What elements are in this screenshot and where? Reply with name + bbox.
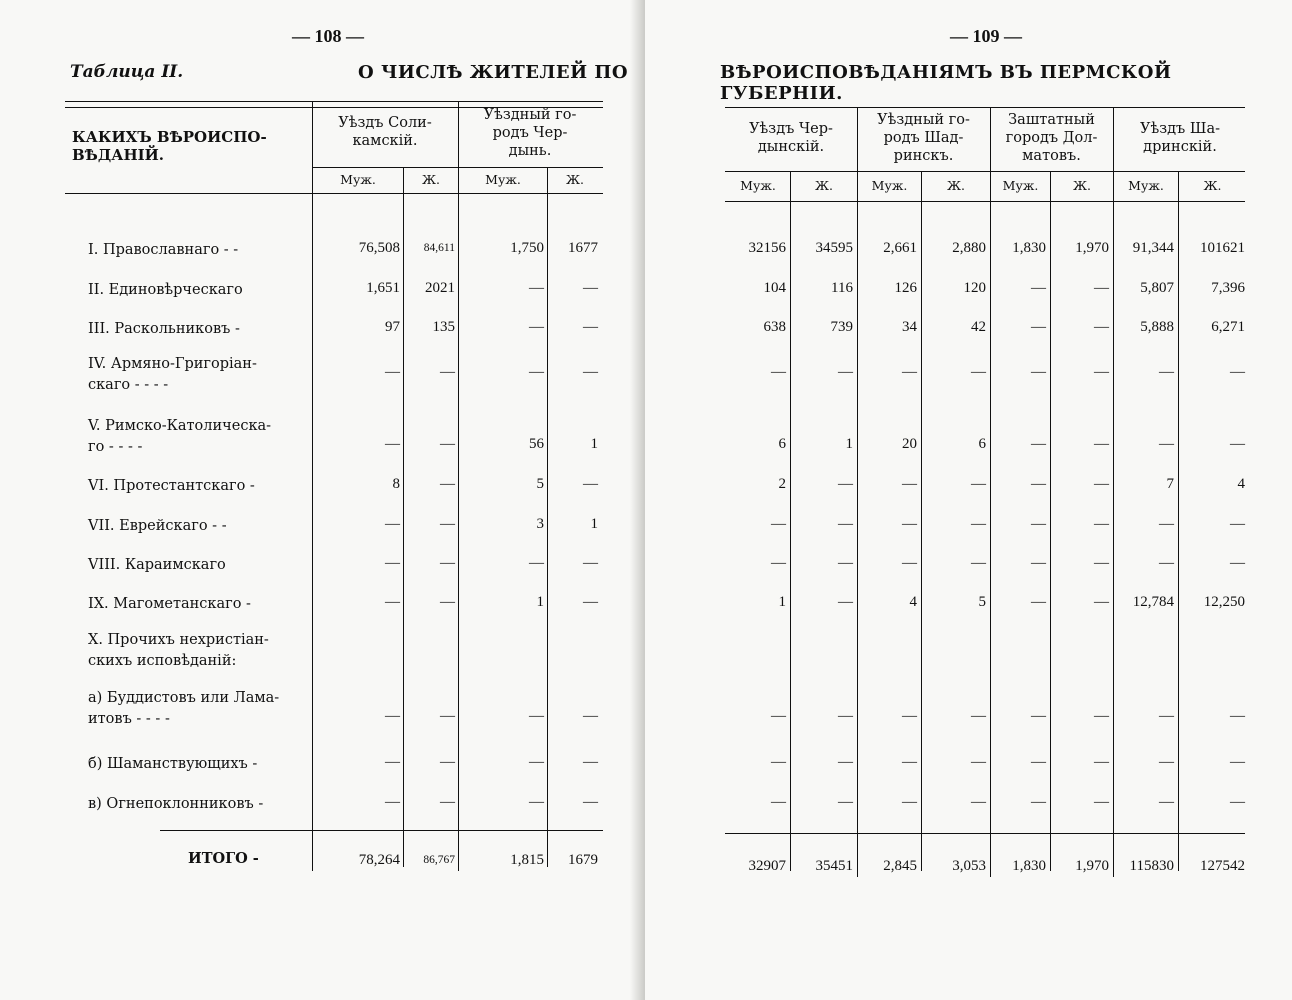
table-cell: —: [1094, 794, 1109, 810]
total-cell: 1,830: [1012, 858, 1046, 874]
col-header: Уѣздъ Ша- дринскій.: [1140, 121, 1220, 155]
table-cell: 84,611: [423, 242, 455, 254]
table-cell: 1677: [568, 240, 598, 256]
table-cell: —: [529, 555, 544, 571]
women-subheader: Ж.: [1072, 178, 1092, 193]
table-cell: —: [838, 594, 853, 610]
page-number-left: — 108 —: [292, 26, 364, 46]
table-cell: 104: [763, 280, 786, 296]
table-cell: —: [529, 280, 544, 296]
table-cell: 1: [778, 594, 786, 610]
row-header: КАКИХЪ ВѢРОИСПО- ВѢДАНІЙ.: [72, 128, 267, 164]
right-page: [645, 0, 1292, 1000]
table-cell: —: [440, 754, 455, 770]
table-cell: —: [1094, 364, 1109, 380]
table-cell: —: [771, 555, 786, 571]
table-cell: —: [1230, 708, 1245, 724]
table-cell: —: [1230, 516, 1245, 532]
table-cell: 42: [971, 319, 986, 335]
table-cell: —: [440, 794, 455, 810]
header-top-rule: [725, 107, 1245, 108]
table-cell: —: [902, 754, 917, 770]
table-cell: —: [838, 516, 853, 532]
table-cell: —: [1094, 319, 1109, 335]
table-cell: —: [971, 794, 986, 810]
col-rule: [403, 167, 404, 867]
col-header: Уѣздный го- родъ Шад- ринскъ.: [877, 112, 970, 164]
table-cell: 3: [536, 516, 544, 532]
total-cell: 2,845: [883, 858, 917, 874]
women-subheader: Ж.: [1203, 178, 1222, 193]
col-rule: [857, 107, 858, 877]
total-cell: 32907: [748, 858, 786, 874]
table-cell: —: [838, 555, 853, 571]
men-subheader: Муж.: [485, 172, 521, 187]
table-cell: —: [440, 436, 455, 452]
table-cell: —: [385, 754, 400, 770]
table-cell: 7: [1166, 476, 1174, 492]
table-cell: 5: [978, 594, 986, 610]
col-rule: [1113, 107, 1114, 877]
table-cell: —: [838, 364, 853, 380]
table-cell: 2: [778, 476, 786, 492]
col-rule: [547, 167, 548, 867]
col-rule: [990, 107, 991, 877]
row-label: X. Прочихъ нехристіан- скихъ исповѣданій:: [88, 632, 269, 669]
table-cell: —: [1031, 555, 1046, 571]
table-cell: —: [902, 516, 917, 532]
table-cell: —: [1159, 516, 1174, 532]
table-cell: —: [771, 708, 786, 724]
total-cell: 115830: [1129, 858, 1174, 874]
table-cell: 7,396: [1211, 280, 1245, 296]
table-cell: 34595: [815, 240, 853, 256]
header-bottom-rule: [725, 201, 1245, 202]
table-cell: —: [583, 319, 598, 335]
table-cell: —: [838, 708, 853, 724]
row-label: V. Римско-Католическа- го - - - -: [88, 418, 272, 455]
table-cell: —: [529, 708, 544, 724]
table-label: Таблица II.: [70, 62, 184, 82]
table-cell: —: [1031, 754, 1046, 770]
table-cell: —: [529, 754, 544, 770]
table-cell: —: [1031, 594, 1046, 610]
col-rule: [458, 101, 459, 871]
table-cell: 5,807: [1140, 280, 1174, 296]
table-cell: —: [902, 555, 917, 571]
table-cell: 12,784: [1132, 594, 1174, 610]
table-cell: 56: [529, 436, 544, 452]
table-cell: —: [971, 708, 986, 724]
table-cell: —: [771, 754, 786, 770]
table-cell: —: [1031, 319, 1046, 335]
men-subheader: Муж.: [740, 178, 776, 193]
table-cell: 101621: [1200, 240, 1245, 256]
table-cell: —: [583, 476, 598, 492]
table-cell: 1: [590, 436, 598, 452]
table-cell: 1,970: [1075, 240, 1109, 256]
row-label: в) Огнепоклонниковъ -: [88, 796, 264, 812]
table-cell: —: [1031, 436, 1046, 452]
table-cell: 1: [590, 516, 598, 532]
table-cell: —: [440, 708, 455, 724]
men-subheader: Муж.: [1128, 178, 1164, 193]
table-cell: —: [971, 516, 986, 532]
table-cell: 1: [845, 436, 853, 452]
col-header: Уѣздъ Чер- дынскій.: [749, 121, 833, 155]
total-cell: 1679: [568, 852, 598, 868]
table-cell: —: [1230, 436, 1245, 452]
table-cell: —: [385, 436, 400, 452]
table-cell: —: [902, 476, 917, 492]
table-cell: —: [583, 708, 598, 724]
table-cell: 6: [978, 436, 986, 452]
table-cell: —: [583, 555, 598, 571]
table-cell: —: [1094, 516, 1109, 532]
row-label: а) Буддистовъ или Лама- итовъ - - - -: [88, 690, 280, 727]
table-cell: 1,750: [510, 240, 544, 256]
total-cell: 1,815: [510, 852, 544, 868]
row-label: б) Шаманствующихъ -: [88, 756, 258, 772]
table-cell: —: [583, 794, 598, 810]
table-cell: —: [529, 794, 544, 810]
table-cell: —: [971, 754, 986, 770]
table-cell: —: [971, 364, 986, 380]
men-subheader: Муж.: [1002, 178, 1039, 193]
table-cell: —: [1159, 555, 1174, 571]
table-cell: 1: [536, 594, 544, 610]
table-cell: 91,344: [1132, 240, 1174, 256]
col-rule: [921, 171, 922, 871]
page-title-left: О ЧИСЛѢ ЖИТЕЛЕЙ ПО: [358, 62, 629, 83]
table-cell: —: [1094, 708, 1109, 724]
table-cell: —: [1094, 754, 1109, 770]
table-cell: —: [1031, 280, 1046, 296]
table-cell: —: [385, 794, 400, 810]
total-cell: 78,264: [358, 852, 400, 868]
row-label: II. Единовѣрческаго: [88, 282, 243, 298]
table-cell: 12,250: [1203, 594, 1245, 610]
table-cell: —: [1159, 794, 1174, 810]
table-cell: 638: [763, 319, 786, 335]
table-cell: 76,508: [358, 240, 400, 256]
table-cell: 1,830: [1012, 240, 1046, 256]
table-cell: —: [1230, 794, 1245, 810]
table-cell: —: [385, 708, 400, 724]
col-rule: [790, 171, 791, 871]
total-rule: [160, 830, 603, 831]
col-header: Уѣздный го- родъ Чер- дынь.: [483, 107, 577, 159]
total-label: ИТОГО -: [188, 850, 259, 867]
table-cell: 1,651: [366, 280, 400, 296]
table-cell: 6,271: [1211, 319, 1245, 335]
page-title-right: ВѢРОИСПОВѢДАНІЯМЪ ВЪ ПЕРМСКОЙ ГУБЕРНІИ.: [720, 62, 1172, 104]
total-rule: [725, 833, 1245, 834]
table-cell: —: [971, 476, 986, 492]
table-cell: —: [1230, 364, 1245, 380]
table-cell: —: [1159, 754, 1174, 770]
table-cell: —: [838, 754, 853, 770]
table-cell: —: [902, 708, 917, 724]
table-cell: —: [1159, 436, 1174, 452]
col-rule: [312, 101, 313, 871]
table-cell: 4: [909, 594, 917, 610]
table-cell: —: [440, 594, 455, 610]
table-cell: —: [971, 555, 986, 571]
table-cell: 739: [830, 319, 853, 335]
page-number-right: — 109 —: [950, 26, 1022, 46]
table-cell: —: [440, 516, 455, 532]
total-cell: 127542: [1200, 858, 1245, 874]
row-label: VI. Протестантскаго -: [88, 478, 255, 494]
table-cell: 2,661: [883, 240, 917, 256]
table-cell: —: [1159, 708, 1174, 724]
table-cell: 4: [1237, 476, 1245, 492]
table-cell: —: [838, 794, 853, 810]
table-cell: —: [771, 794, 786, 810]
row-label: VII. Еврейскаго - -: [88, 518, 227, 534]
table-cell: 32156: [748, 240, 786, 256]
table-cell: —: [583, 364, 598, 380]
table-cell: 6: [778, 436, 786, 452]
table-cell: 2021: [425, 280, 455, 296]
table-cell: —: [771, 516, 786, 532]
row-label: VIII. Караимскаго: [88, 557, 226, 573]
table-cell: —: [1159, 364, 1174, 380]
men-subheader: Муж.: [340, 172, 376, 187]
table-cell: —: [1031, 516, 1046, 532]
table-cell: —: [1031, 476, 1046, 492]
table-cell: —: [1094, 594, 1109, 610]
table-cell: —: [583, 754, 598, 770]
women-subheader: Ж.: [946, 178, 966, 193]
table-cell: 126: [894, 280, 917, 296]
table-cell: —: [1230, 555, 1245, 571]
women-subheader: Ж.: [814, 178, 834, 193]
table-cell: —: [529, 364, 544, 380]
table-cell: —: [529, 319, 544, 335]
table-cell: —: [385, 516, 400, 532]
table-cell: —: [1230, 754, 1245, 770]
women-subheader: Ж.: [421, 172, 441, 187]
table-cell: 116: [831, 280, 853, 296]
total-cell: 86,767: [423, 854, 455, 866]
men-subheader: Муж.: [871, 178, 908, 193]
subheader-rule: [725, 171, 1245, 172]
table-cell: 5: [536, 476, 544, 492]
col-header: Заштатный городъ Дол- матовъ.: [1005, 112, 1098, 164]
table-cell: —: [1094, 436, 1109, 452]
table-cell: —: [902, 364, 917, 380]
table-cell: —: [1094, 280, 1109, 296]
row-label: IX. Магометанскаго -: [88, 596, 251, 612]
table-cell: 135: [432, 319, 455, 335]
table-cell: —: [1031, 794, 1046, 810]
table-cell: 5,888: [1140, 319, 1174, 335]
table-cell: —: [1094, 555, 1109, 571]
table-cell: 20: [902, 436, 917, 452]
table-cell: 8: [392, 476, 400, 492]
table-cell: —: [440, 476, 455, 492]
total-cell: 35451: [815, 858, 853, 874]
total-cell: 1,970: [1075, 858, 1109, 874]
table-cell: —: [771, 364, 786, 380]
col-header: Уѣздъ Соли- камскій.: [338, 115, 432, 149]
table-cell: —: [1094, 476, 1109, 492]
table-cell: —: [838, 476, 853, 492]
table-cell: —: [583, 594, 598, 610]
row-label: IV. Армяно-Григоріан- скаго - - - -: [88, 356, 257, 393]
table-cell: —: [902, 794, 917, 810]
table-cell: 120: [963, 280, 986, 296]
row-label: I. Православнаго - -: [88, 242, 239, 258]
total-cell: 3,053: [952, 858, 986, 874]
table-cell: —: [440, 364, 455, 380]
header-top-rule: [65, 101, 603, 102]
table-cell: —: [385, 364, 400, 380]
table-cell: —: [1031, 364, 1046, 380]
table-cell: —: [440, 555, 455, 571]
row-label: III. Раскольниковъ -: [88, 321, 240, 337]
table-cell: 97: [385, 319, 400, 335]
col-rule: [1178, 171, 1179, 871]
col-rule: [1050, 171, 1051, 871]
left-page: [0, 0, 645, 1000]
header-bottom-rule: [65, 193, 603, 194]
table-cell: —: [385, 555, 400, 571]
women-subheader: Ж.: [565, 172, 585, 187]
table-cell: 2,880: [952, 240, 986, 256]
table-cell: —: [1031, 708, 1046, 724]
table-cell: 34: [902, 319, 917, 335]
table-cell: —: [583, 280, 598, 296]
table-cell: —: [385, 594, 400, 610]
